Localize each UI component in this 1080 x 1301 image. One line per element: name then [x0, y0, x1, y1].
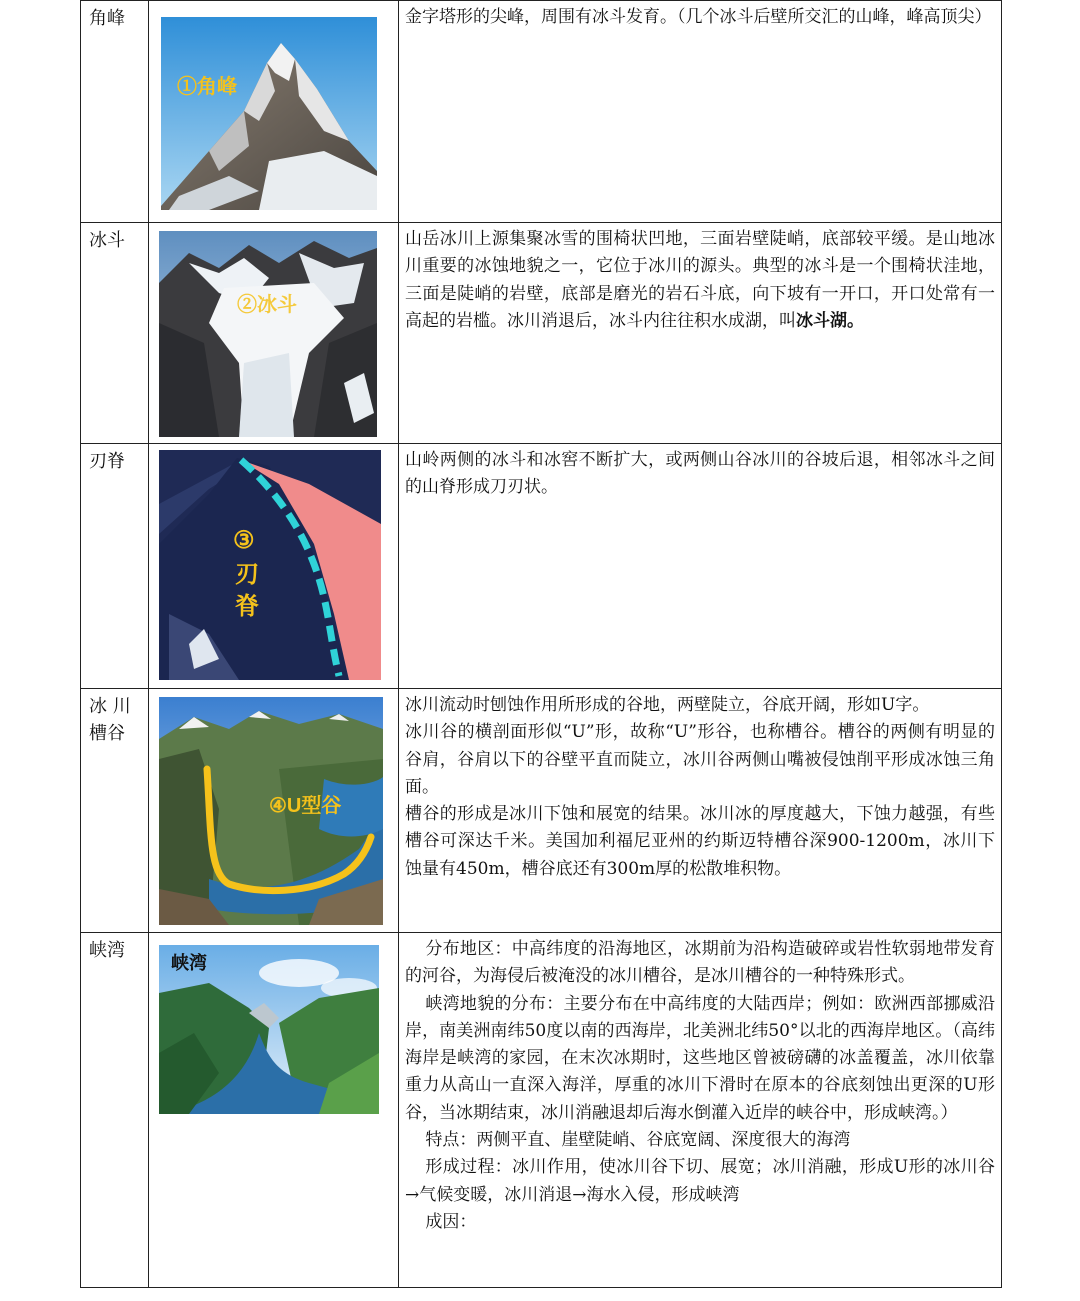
term-cell — [81, 223, 149, 444]
image-label: 峡湾 — [171, 953, 207, 973]
landform-table-container — [80, 0, 1002, 1288]
description-bold-term: 冰斗湖。 — [796, 310, 864, 331]
term-label: 刃脊 — [89, 451, 125, 472]
term-cell — [81, 689, 149, 933]
arete-image — [149, 444, 399, 688]
image-label: ①角峰 — [177, 76, 237, 98]
image-label-number: ③ — [233, 527, 255, 554]
description-cell — [399, 933, 1002, 1288]
description-cell — [399, 223, 1002, 444]
term-cell — [81, 1, 149, 223]
description-paragraph: 峡湾地貌的分布：主要分布在中高纬度的大陆西岸；例如：欧洲西部挪威沿岸，南美洲南纬50度以南的西海岸，北美洲北纬50°以北的西海岸地区。（高纬海岸是峡湾的家园，在末次冰期时，这些地区曾被磅礴的冰盖覆盖，冰川依靠重力从高山一直深入海洋，厚重的冰川下滑时在原本的谷底刻蚀出更深的U形谷，当冰期结束，冰川消融退却后海水倒灌入近岸的峡谷中，形成峡湾。） — [405, 993, 995, 1123]
description-main: 山岳冰川上源集聚冰雪的围椅状凹地，三面岩壁陡峭，底部较平缓。是山地冰川重要的冰蚀地貌之一，它位于冰川的源头。典型的冰斗是一个围椅状洼地，三面是陡峭的岩壁，底部是磨光的岩石斗底，向下坡有一开口，开口处常有一高起的岩槛。冰川消退后，冰斗内往往积水成湖，叫 — [405, 229, 995, 331]
image-cell — [149, 933, 399, 1288]
table-row — [81, 1, 1002, 223]
table-row — [81, 223, 1002, 444]
image-label-char-2: 脊 — [235, 593, 259, 620]
image-cell — [149, 444, 399, 689]
description-paragraph: 分布地区：中高纬度的沿海地区，冰期前为沿构造破碎或岩性软弱地带发育的河谷，为海侵后被淹没的冰川槽谷，是冰川槽谷的一种特殊形式。 — [405, 939, 995, 987]
description-text: 山岭两侧的冰斗和冰窖不断扩大，或两侧山谷冰川的谷坡后退，相邻冰斗之间的山脊形成刀刃状。 — [405, 450, 995, 498]
horn-peak-image — [149, 1, 399, 222]
description-text: 金字塔形的尖峰，周围有冰斗发育。（几个冰斗后壁所交汇的山峰，峰高顶尖） — [405, 7, 992, 27]
image-label-char-1: 刃 — [235, 561, 259, 588]
description-text — [405, 226, 995, 335]
description-cell — [399, 444, 1002, 689]
image-cell — [149, 689, 399, 933]
landform-table — [80, 0, 1002, 1288]
table-row — [81, 689, 1002, 933]
table-row — [81, 444, 1002, 689]
description-paragraph: 成因： — [425, 1211, 477, 1232]
description-cell — [399, 689, 1002, 933]
term-label: 冰斗 — [89, 230, 125, 251]
description-paragraph: 冰川流动时刨蚀作用所形成的谷地，两壁陡立，谷底开阔，形如U字。 — [405, 695, 930, 715]
image-cell — [149, 223, 399, 444]
description-paragraph: 槽谷的形成是冰川下蚀和展宽的结果。冰川冰的厚度越大，下蚀力越强，有些槽谷可深达千米。美国加利福尼亚州的约斯迈特槽谷深900-1200m，冰川下蚀量有450m，槽谷底还有300m厚的松散堆积物。 — [405, 804, 995, 879]
term-label: 角峰 — [89, 8, 125, 29]
cirque-image — [149, 223, 399, 443]
image-label: ④U型谷 — [269, 795, 342, 817]
description-paragraph: 冰川谷的横剖面形似“U”形，故称“U”形谷，也称槽谷。槽谷的两侧有明显的谷肩，谷肩以下的谷壁平直而陡立，冰川谷两侧山嘴被侵蚀削平形成冰蚀三角面。 — [405, 722, 995, 797]
description-paragraph: 特点：两侧平直、崖壁陡峭、谷底宽阔、深度很大的海湾 — [425, 1130, 851, 1151]
description-cell — [399, 1, 1002, 223]
u-valley-image — [149, 689, 399, 932]
term-cell — [81, 444, 149, 689]
term-cell — [81, 933, 149, 1288]
term-label: 峡湾 — [89, 940, 125, 961]
image-label: ②冰斗 — [237, 294, 297, 316]
table-row — [81, 933, 1002, 1288]
term-label-line-1: 冰 川 — [89, 696, 131, 717]
description-paragraph: 形成过程：冰川作用，使冰川谷下切、展宽；冰川消融，形成U形的冰川谷→气候变暖，冰川消退→海水入侵，形成峡湾 — [405, 1157, 995, 1205]
term-label-line-2: 槽谷 — [89, 723, 125, 744]
fjord-image — [149, 933, 399, 1287]
image-cell — [149, 1, 399, 223]
